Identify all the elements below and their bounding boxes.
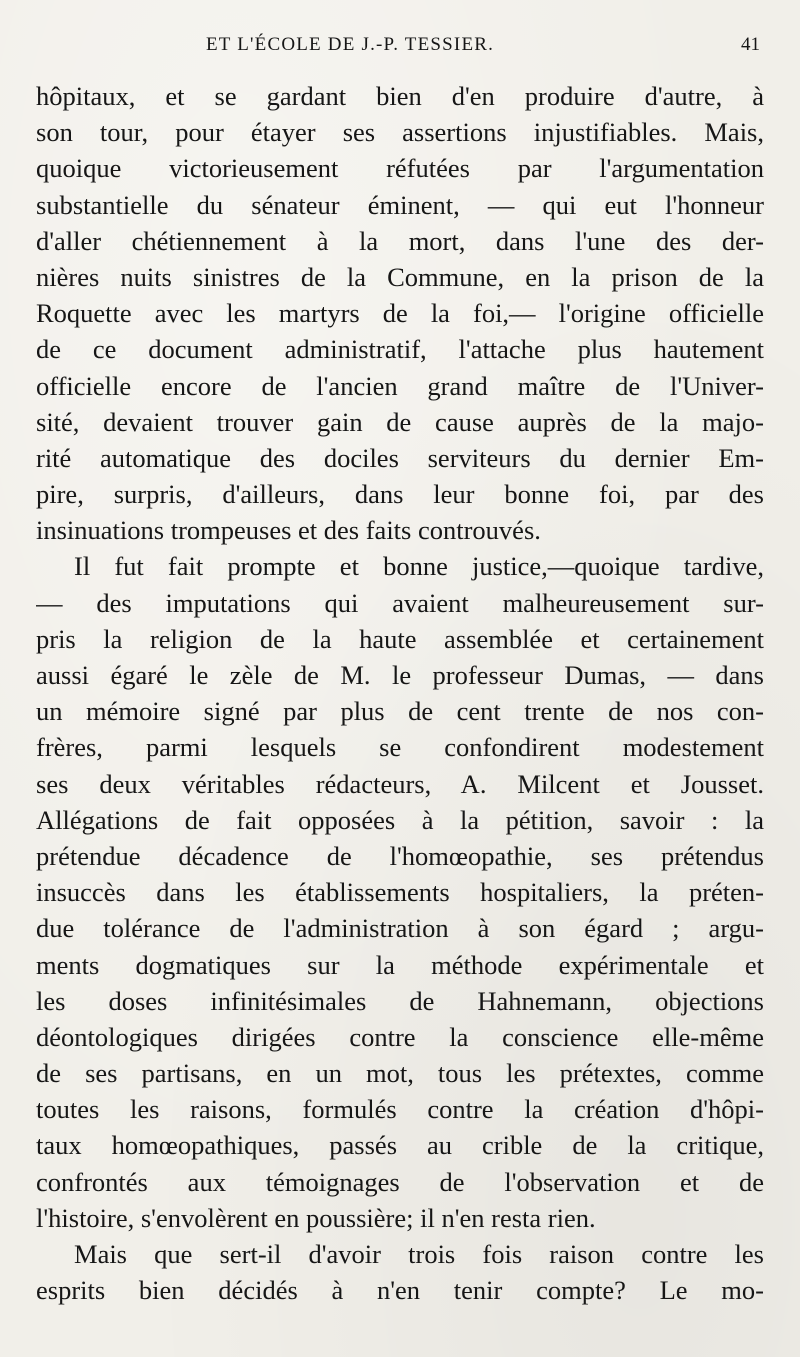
text-line: prétendue décadence de l'homœopathie, ses prétendus: [36, 840, 764, 871]
page-header: [36, 34, 764, 60]
text-line: confrontés aux témoignages de l'observation et de: [36, 1166, 764, 1197]
text-line: insuccès dans les établissements hospitaliers, la préten-: [36, 877, 764, 908]
text-line: d'aller chétiennement à la mort, dans l'une des der-: [36, 225, 764, 256]
text-line: nières nuits sinistres de la Commune, en la prison de la: [36, 261, 764, 292]
text-line: Allégations de fait opposées à la pétition, savoir : la: [36, 804, 764, 835]
text-line: esprits bien décidés à n'en tenir compte? Le mo-: [36, 1275, 764, 1306]
text-line: un mémoire signé par plus de cent trente de nos con-: [36, 696, 764, 727]
text-line: quoique victorieusement réfutées par l'argumentation: [36, 153, 764, 184]
text-line: les doses infinitésimales de Hahnemann, objections: [36, 985, 764, 1016]
text-line: de ses partisans, en un mot, tous les prétextes, comme: [36, 1058, 764, 1089]
text-line: pris la religion de la haute assemblée et certainement: [36, 623, 764, 654]
text-line: sité, devaient trouver gain de cause auprès de la majo-: [36, 406, 764, 437]
text-line: son tour, pour étayer ses assertions injustifiables. Mais,: [36, 117, 764, 148]
text-line: ses deux véritables rédacteurs, A. Milcent et Jousset.: [36, 768, 764, 799]
paragraph-end-line: insinuations trompeuses et des faits controuvés.: [36, 515, 541, 546]
text-line: ments dogmatiques sur la méthode expérimentale et: [36, 949, 764, 980]
text-line: toutes les raisons, formulés contre la création d'hôpi-: [36, 1094, 764, 1125]
running-head: ET L'ÉCOLE DE J.-P. TESSIER.: [206, 34, 495, 55]
paragraph-start-line: Il fut fait prompte et bonne justice,—quoique tardive,: [74, 551, 764, 582]
text-line: due tolérance de l'administration à son égard ; argu-: [36, 913, 764, 944]
text-line: aussi égaré le zèle de M. le professeur Dumas, — dans: [36, 660, 764, 690]
paragraph-start-line: Mais que sert-il d'avoir trois fois raison contre les: [74, 1239, 764, 1269]
text-line: Roquette avec les martyrs de la foi,— l'origine officielle: [36, 298, 764, 329]
text-line: — des imputations qui avaient malheureusement sur-: [36, 587, 764, 618]
text-line: taux homœopathiques, passés au crible de la critique,: [36, 1130, 764, 1161]
paragraph-end-line: l'histoire, s'envolèrent en poussière; il n'en resta rien.: [36, 1202, 596, 1233]
page-number: 41: [741, 34, 760, 55]
text-line: déontologiques dirigées contre la conscience elle-même: [36, 1021, 764, 1052]
text-line: pire, surpris, d'ailleurs, dans leur bonne foi, par des: [36, 479, 764, 510]
body-text: [36, 78, 764, 1308]
text-line: substantielle du sénateur éminent, — qui eut l'honneur: [36, 189, 764, 220]
text-line: hôpitaux, et se gardant bien d'en produire d'autre, à: [36, 81, 764, 111]
text-line: officielle encore de l'ancien grand maître de l'Univer-: [36, 370, 764, 401]
text-line: frères, parmi lesquels se confondirent modestement: [36, 732, 764, 763]
text-line: rité automatique des dociles serviteurs du dernier Em-: [36, 442, 764, 473]
text-line: de ce document administratif, l'attache plus hautement: [36, 334, 764, 365]
